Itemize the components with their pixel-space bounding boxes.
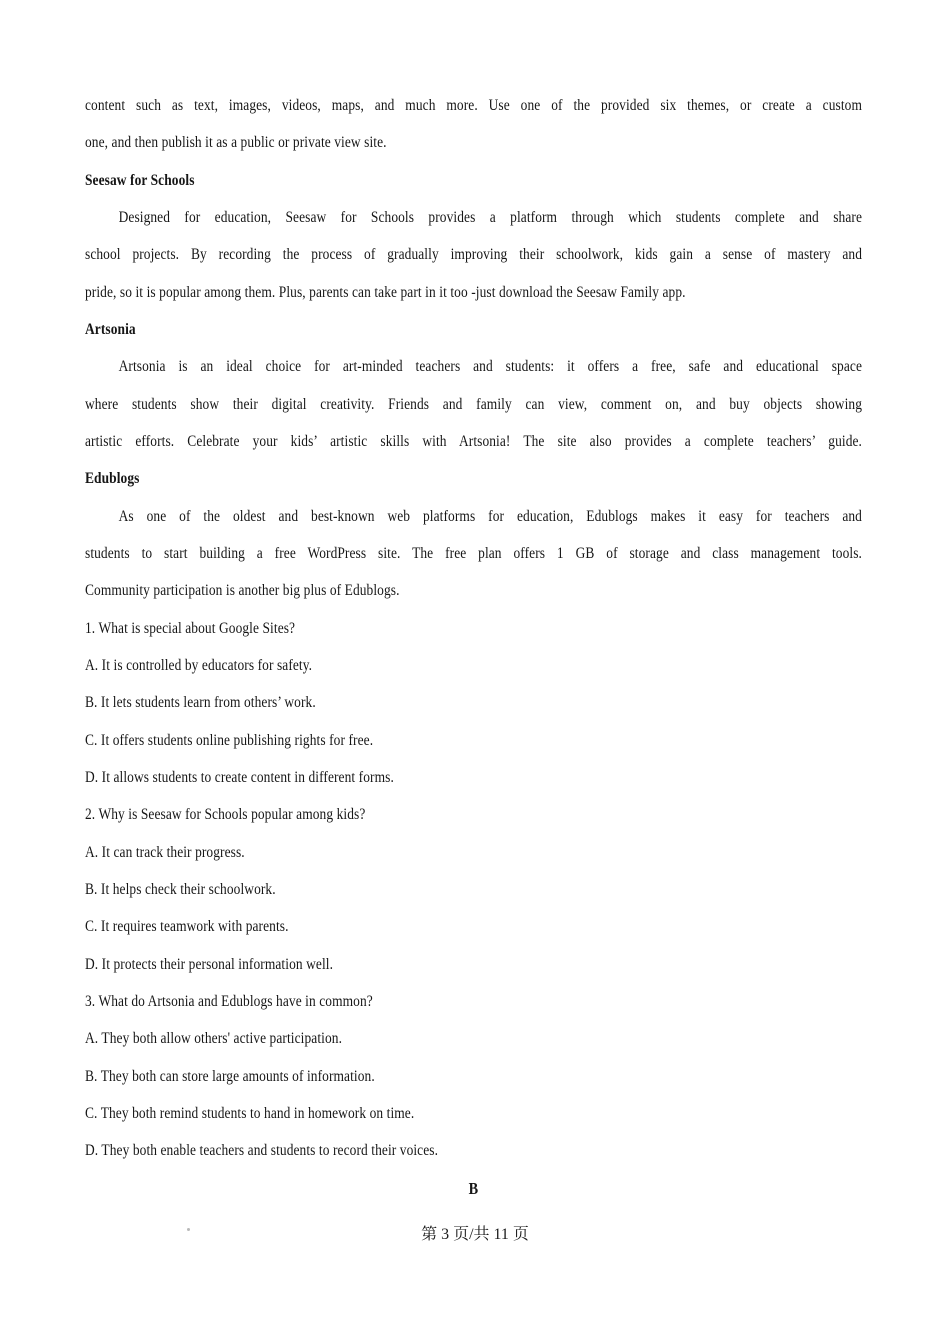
text-line: 3. What do Artsonia and Edublogs have in common?: [85, 992, 373, 1010]
text-line: artistic efforts. Celebrate your kids’ artistic skills with Artsonia! The site also provides a complete teachers’ guide.: [85, 432, 862, 450]
option-line: [85, 908, 862, 945]
text-line: one, and then publish it as a public or private view site.: [85, 134, 387, 152]
text-line: C. They both remind students to hand in homework on time.: [85, 1104, 415, 1122]
text-line: content such as text, images, videos, maps, and much more. Use one of the provided six themes, or create a custom: [85, 97, 862, 114]
text-line: 2. Why is Seesaw for Schools popular among kids?: [85, 806, 366, 824]
platform-heading: [85, 162, 862, 199]
option-line: [85, 1095, 862, 1132]
body-paragraph: [85, 498, 862, 610]
text-line: B. They both can store large amounts of information.: [85, 1067, 375, 1085]
option-line: [85, 1058, 862, 1095]
text-line: B: [468, 1178, 479, 1198]
text-line: Community participation is another big plus of Edublogs.: [85, 582, 400, 600]
text-line: B. It helps check their schoolwork.: [85, 880, 276, 898]
option-line: [85, 834, 862, 871]
text-line: Designed for education, Seesaw for Schools provides a platform through which students complete and share: [118, 208, 863, 226]
text-line: D. It protects their personal information well.: [85, 955, 334, 973]
text-line: school projects. By recording the process of gradually improving their schoolwork, kids gain a sense of mastery and: [85, 246, 862, 264]
text-line: Artsonia is an ideal choice for art-minded teachers and students: it offers a free, safe and educational space: [118, 358, 863, 376]
text-line: D. They both enable teachers and students to record their voices.: [85, 1142, 439, 1160]
text-line: A. It can track their progress.: [85, 843, 245, 861]
text-line: D. It allows students to create content in different forms.: [85, 768, 394, 786]
body-paragraph: [85, 199, 862, 311]
text-line: where students show their digital creativity. Friends and family can view, comment on, and buy objects showing: [85, 395, 862, 413]
page-number-footer: 第 3 页/共 11 页: [421, 1226, 529, 1243]
text-line: Edublogs: [85, 470, 140, 488]
text-line: Seesaw for Schools: [85, 171, 195, 189]
body-paragraph: [85, 348, 862, 460]
platform-heading: [85, 311, 862, 348]
text-line: pride, so it is popular among them. Plus, parents can take part in it too -just download the Seesaw Family app.: [85, 283, 686, 301]
section-label: [85, 1170, 862, 1207]
option-line: [85, 1020, 862, 1057]
question-line: [85, 610, 862, 647]
document-content: [85, 87, 862, 1207]
option-line: [85, 946, 862, 983]
option-line: [85, 759, 862, 796]
question-line: [85, 796, 862, 833]
option-line: [85, 722, 862, 759]
platform-heading: [85, 460, 862, 497]
text-line: As one of the oldest and best-known web platforms for education, Edublogs makes it easy for teachers and: [118, 507, 863, 525]
text-line: A. It is controlled by educators for safety.: [85, 656, 313, 674]
option-line: [85, 871, 862, 908]
text-line: C. It requires teamwork with parents.: [85, 918, 289, 936]
question-line: [85, 983, 862, 1020]
text-line: students to start building a free WordPress site. The free plan offers 1 GB of storage and class management tools.: [85, 544, 862, 562]
text-line: A. They both allow others' active participation.: [85, 1030, 343, 1048]
text-line: 1. What is special about Google Sites?: [85, 619, 296, 637]
text-line: Artsonia: [85, 320, 136, 338]
text-line: B. It lets students learn from others’ work.: [85, 694, 316, 712]
option-line: [85, 1132, 862, 1169]
text-line: C. It offers students online publishing rights for free.: [85, 731, 374, 749]
option-line: [85, 647, 862, 684]
option-line: [85, 684, 862, 721]
body-paragraph: [85, 87, 862, 162]
